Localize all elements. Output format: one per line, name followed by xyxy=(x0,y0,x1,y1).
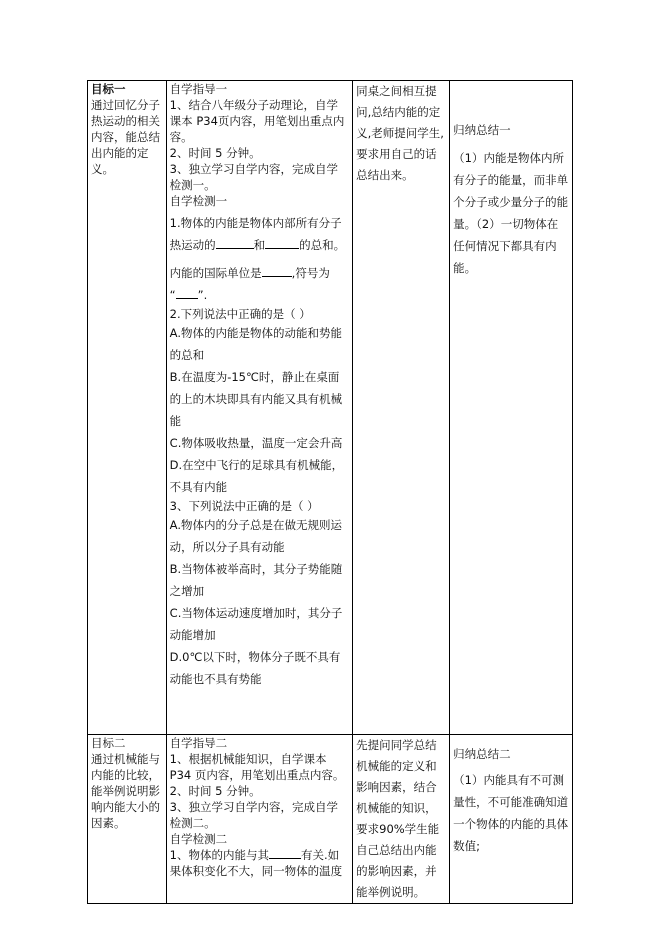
guide-item: 1、结合八年级分子动理论，自学课本 P34页内容，用笔划出重点内容。 xyxy=(169,98,345,144)
goal-title: 目标二 xyxy=(91,736,126,750)
goal-text: 通过回忆分子热运动的相关内容，能总结出内能的定义。 xyxy=(91,98,160,176)
guide-item: 2、时间 5 分钟。 xyxy=(169,784,261,798)
option: D.在空中飞行的足球具有机械能，不具有内能 xyxy=(169,458,344,494)
teacher-cell xyxy=(353,81,450,735)
answer-blank xyxy=(265,237,299,249)
summary-text: （1）内能具有不可测量性，不可能准确知道一个物体的内能的具体数值; xyxy=(453,773,569,853)
summary-cell xyxy=(450,735,573,904)
question-1: 1、物体的内能与其 有关.如果体积变化不大，同一物体的温度 xyxy=(169,848,343,878)
summary-title: 归纳总结二 xyxy=(453,747,511,761)
question-1: 1.物体的内能是物体内部所有分子热运动的 和 的总和。 xyxy=(169,216,346,252)
question-2: 2.下列说法中正确的是（ ） xyxy=(169,307,311,321)
question-1-symbol: “ ”. xyxy=(169,288,208,302)
guide-item: 1、根据机械能知识，自学课本 P34 页内容，用笔划出重点内容。 xyxy=(169,752,345,782)
question-1-unit: 内能的国际单位是 ,符号为 xyxy=(169,266,330,280)
goal-text: 通过机械能与内能的比较，能举例说明影响内能大小的因素。 xyxy=(91,752,160,830)
answer-blank xyxy=(216,237,254,249)
answer-blank xyxy=(269,847,301,859)
test-title: 自学检测一 xyxy=(169,194,228,208)
teacher-text: 先提问同学总结机械能的定义和影响因素，结合机械能的知识，要求90%学生能自己总结出内能的影响因素，并能举例说明。 xyxy=(356,738,440,899)
teacher-cell xyxy=(353,735,450,904)
table-row xyxy=(88,735,573,904)
answer-blank xyxy=(262,265,292,277)
guide-item: 3、独立学习自学内容，完成自学检测二。 xyxy=(169,800,338,830)
study-cell xyxy=(166,735,352,904)
guide-item: 2、时间 5 分钟。 xyxy=(169,146,261,160)
option: C.当物体运动速度增加时，其分子动能增加 xyxy=(169,606,343,642)
option: A.物体内的分子总是在做无规则运动，所以分子具有动能 xyxy=(169,518,342,554)
summary-cell xyxy=(450,81,573,735)
option: C.物体吸收热量，温度一定会升高 xyxy=(169,436,343,450)
teacher-text: 同桌之间相互提问,总结内能的定义,老师提问学生,要求用自己的话总结出来。 xyxy=(356,84,444,182)
summary-text: （1）内能是物体内所有分子的能量，而非单个分子或少量分子的能量。（2）一切物体在任何情况下都具有内能。 xyxy=(453,151,569,275)
option: A.物体的内能是物体的动能和势能的总和 xyxy=(169,326,342,362)
table-row xyxy=(88,81,573,735)
question-3: 3、下列说法中正确的是（ ） xyxy=(169,499,319,513)
summary-title: 归纳总结一 xyxy=(453,123,511,137)
goal-cell xyxy=(88,81,167,735)
goal-title: 目标一 xyxy=(91,82,126,96)
answer-blank xyxy=(176,287,198,299)
guide-title: 自学指导二 xyxy=(169,736,228,750)
goal-cell xyxy=(88,735,167,904)
option: B.当物体被举高时，其分子势能随之增加 xyxy=(169,562,343,598)
guide-title: 自学指导一 xyxy=(169,82,228,96)
test-title: 自学检测二 xyxy=(169,832,228,846)
option: D.0℃以下时，物体分子既不具有动能也不具有势能 xyxy=(169,650,341,686)
option: B.在温度为-15℃时，静止在桌面的上的木块即具有内能又具有机械能 xyxy=(169,370,343,428)
lesson-plan-table xyxy=(87,80,573,904)
guide-item: 3、独立学习自学内容，完成自学检测一。 xyxy=(169,162,338,192)
study-cell xyxy=(166,81,352,735)
